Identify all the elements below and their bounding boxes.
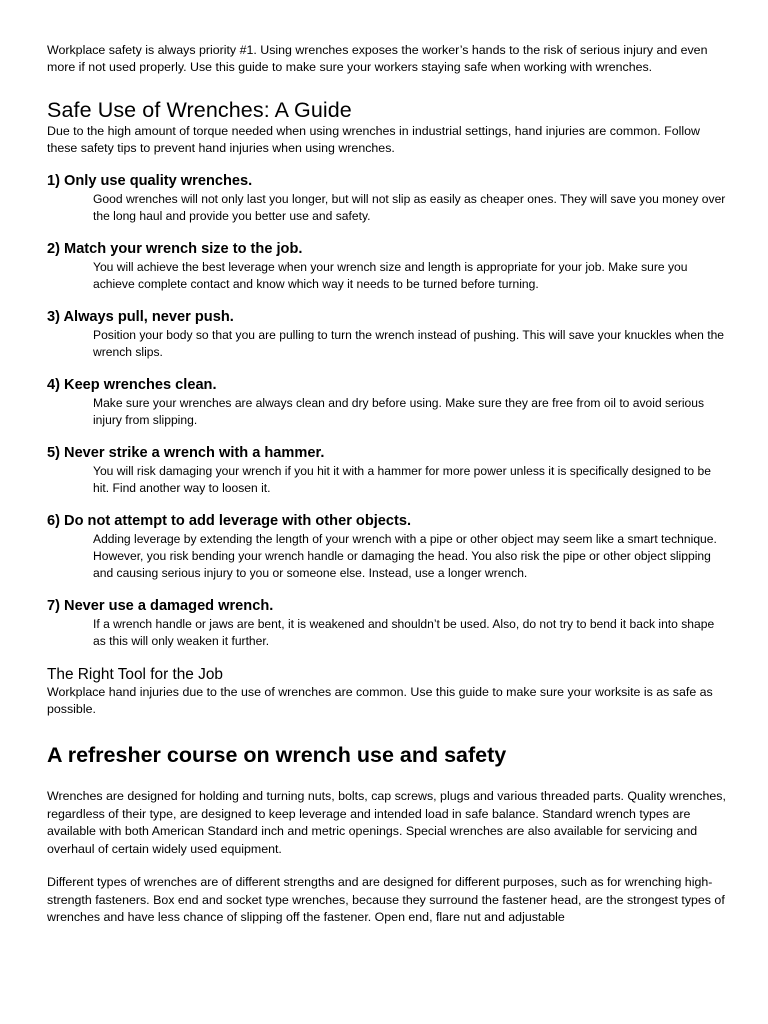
guide-title: Safe Use of Wrenches: A Guide	[47, 98, 352, 122]
tip-title: 6) Do not attempt to add leverage with other objects.	[47, 513, 412, 529]
right-tool-heading: The Right Tool for the Job	[47, 666, 223, 683]
intro-paragraph: Workplace safety is always priority #1. Using wrenches exposes the worker’s hands to the risk of serious injury and even more if not used properly. Use this guide to make sure your workers staying safe when working with wrenches.	[47, 43, 708, 74]
tip-title: 1) Only use quality wrenches.	[47, 173, 253, 189]
tip-3	[47, 308, 727, 361]
tip-title: 4) Keep wrenches clean.	[47, 377, 217, 393]
right-tool-paragraph: Workplace hand injuries due to the use of wrenches are common. Use this guide to make sure your worksite is as safe as possible.	[47, 685, 713, 716]
tip-body: You will achieve the best leverage when your wrench size and length is appropriate for your job. Make sure you achieve complete contact and know which way it needs to be turned before turning.	[93, 260, 688, 291]
tip-6	[47, 512, 727, 582]
tip-5	[47, 444, 727, 497]
tip-1	[47, 172, 727, 225]
tip-4	[47, 376, 727, 429]
tip-body: You will risk damaging your wrench if you hit it with a hammer for more power unless it is specifically designed to be hit. Find another way to loosen it.	[93, 464, 711, 495]
refresher-heading: A refresher course on wrench use and safety	[47, 743, 507, 767]
tip-body: Adding leverage by extending the length of your wrench with a pipe or other object may seem like a smart technique. However, you risk bending your wrench handle or damaging the head. You also risk the pipe or other object slipping and causing serious injury to you or someone else. Instead, use a longer wrench.	[93, 532, 717, 580]
tip-title: 3) Always pull, never push.	[47, 309, 234, 325]
tip-body: Make sure your wrenches are always clean and dry before using. Make sure they are free from oil to avoid serious injury from slipping.	[93, 396, 705, 427]
document-page	[47, 42, 727, 927]
refresher-paragraph-2: Different types of wrenches are of different strengths and are designed for different purposes, such as for wrenching high-strength fasteners. Box end and socket type wrenches, because they surround the fastener head, are the strongest types of wrenches and have less chance of slipping off the fastener. Open end, flare nut and adjustable	[47, 875, 725, 924]
tip-title: 7) Never use a damaged wrench.	[47, 598, 274, 614]
tip-body: Position your body so that you are pulling to turn the wrench instead of pushing. This will save your knuckles when the wrench slips.	[93, 328, 725, 359]
tip-body: Good wrenches will not only last you longer, but will not slip as easily as cheaper ones. They will save you money over the long haul and provide you better use and safety.	[93, 192, 726, 223]
refresher-paragraph-1: Wrenches are designed for holding and turning nuts, bolts, cap screws, plugs and various threaded parts. Quality wrenches, regardless of their type, are designed to keep leverage and intended load in safe balance. Standard wrench types are available with both American Standard inch and metric openings. Special wrenches are also available for servicing and overhaul of certain widely used equipment.	[47, 789, 726, 856]
tip-7	[47, 597, 727, 650]
tip-body: If a wrench handle or jaws are bent, it is weakened and shouldn’t be used. Also, do not try to bend it back into shape as this will only weaken it further.	[93, 617, 715, 648]
tip-title: 2) Match your wrench size to the job.	[47, 241, 303, 257]
tip-title: 5) Never strike a wrench with a hammer.	[47, 445, 325, 461]
tip-2	[47, 240, 727, 293]
guide-subtitle: Due to the high amount of torque needed when using wrenches in industrial settings, hand injuries are common. Follow these safety tips to prevent hand injuries when using wrenches.	[47, 124, 700, 155]
